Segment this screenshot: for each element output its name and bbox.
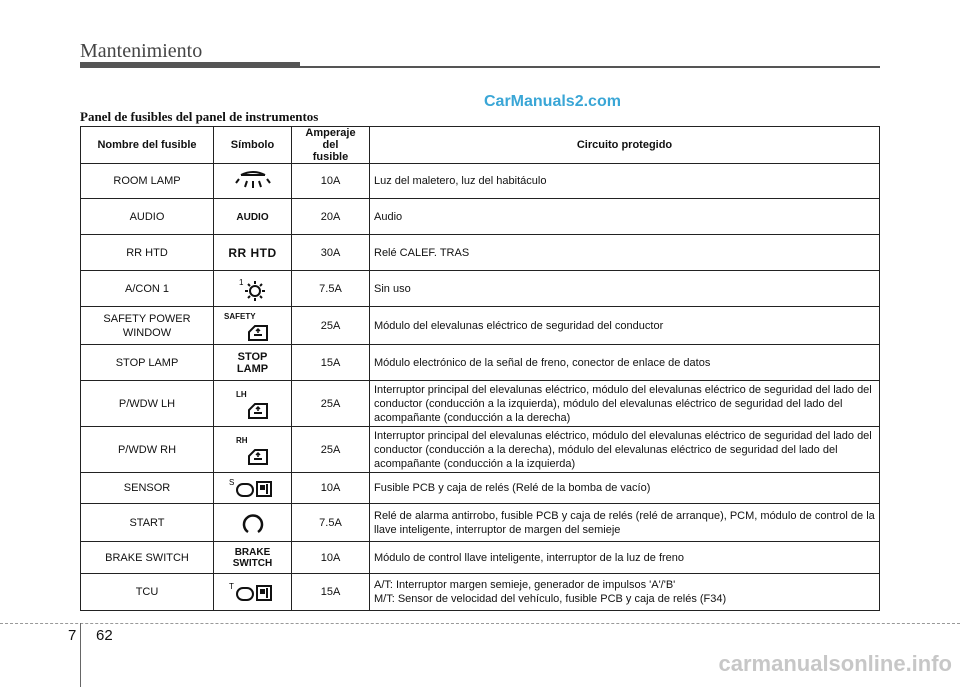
stop-lamp-symbol-line1: STOP <box>237 350 268 363</box>
chapter-number: 7 <box>68 627 77 644</box>
fuse-symbol <box>214 235 292 271</box>
table-header-row <box>81 127 880 164</box>
fuse-circuit-line1: A/T: Interruptor margen semieje, generador de impulsos 'A'/'B' <box>374 579 676 591</box>
fuse-name: ROOM LAMP <box>81 164 214 199</box>
header-circuit: Circuito protegido <box>370 127 880 164</box>
fuse-name: RR HTD <box>81 235 214 271</box>
fuse-name: TCU <box>81 574 214 611</box>
stop-lamp-symbol-label <box>237 351 268 375</box>
ac-fan-icon <box>233 276 273 302</box>
fuse-amperage: 15A <box>292 345 370 381</box>
table-row <box>81 427 880 473</box>
power-window-icon <box>233 322 273 342</box>
fuse-symbol <box>214 345 292 381</box>
tcu-superscript: T <box>228 582 234 591</box>
key-fuel-icon <box>225 580 281 604</box>
lh-symbol-label: LH <box>236 389 247 399</box>
fuse-symbol <box>214 574 292 611</box>
fuse-circuit: Interruptor principal del elevalunas eléctrico, módulo del elevalunas eléctrico de seguridad del lado del conductor (conducción a la derecha), módulo del elevalunas eléctrico de seguridad del lado del acompañante (conducción a la izquierda) <box>370 427 880 473</box>
fuse-symbol <box>214 271 292 307</box>
fuse-circuit: Fusible PCB y caja de relés (Relé de la bomba de vacío) <box>370 473 880 504</box>
start-icon <box>238 510 268 536</box>
header-fuse-name: Nombre del fusible <box>81 127 214 164</box>
rh-symbol-label: RH <box>236 435 248 445</box>
fuse-amperage: 10A <box>292 542 370 574</box>
footer-dashed-rule <box>0 623 960 624</box>
fuse-circuit-line2: M/T: Sensor de velocidad del vehículo, fusible PCB y caja de relés (F34) <box>374 593 727 605</box>
table-row <box>81 164 880 199</box>
fuse-table <box>80 126 880 611</box>
watermark-top: CarManuals2.com <box>484 93 621 110</box>
table-row <box>81 381 880 427</box>
fuse-name: STOP LAMP <box>81 345 214 381</box>
fuse-symbol <box>214 307 292 345</box>
section-title: Panel de fusibles del panel de instrumentos <box>80 109 319 124</box>
safety-symbol-label: SAFETY <box>224 311 256 321</box>
fuse-name: P/WDW RH <box>81 427 214 473</box>
table-row <box>81 271 880 307</box>
fuse-name: START <box>81 504 214 542</box>
brake-switch-symbol-line2: SWITCH <box>232 557 273 569</box>
fuse-name: P/WDW LH <box>81 381 214 427</box>
fuse-amperage: 25A <box>292 307 370 345</box>
fuse-amperage: 10A <box>292 473 370 504</box>
table-row <box>81 345 880 381</box>
fuse-circuit: Audio <box>370 199 880 235</box>
header-amperage <box>292 127 370 164</box>
fuse-symbol <box>214 473 292 504</box>
header-amperage-line2: fusible <box>312 151 349 163</box>
table-row <box>81 542 880 574</box>
header-amperage-line1: Amperaje del <box>305 127 356 151</box>
fuse-name <box>81 307 214 345</box>
table-row <box>81 235 880 271</box>
power-window-icon <box>233 446 273 466</box>
key-fuel-icon <box>225 476 281 500</box>
fuse-amperage: 25A <box>292 427 370 473</box>
fuse-symbol <box>214 164 292 199</box>
header-rule <box>300 66 880 68</box>
ac-superscript: 1 <box>238 277 243 287</box>
table-row <box>81 504 880 542</box>
fuse-symbol <box>214 199 292 235</box>
fuse-circuit: Módulo del elevalunas eléctrico de seguridad del conductor <box>370 307 880 345</box>
fuse-circuit: Módulo electrónico de la señal de freno, conector de enlace de datos <box>370 345 880 381</box>
fuse-amperage: 15A <box>292 574 370 611</box>
brake-switch-symbol-line1: BRAKE <box>234 546 271 558</box>
table-row <box>81 199 880 235</box>
fuse-symbol <box>214 427 292 473</box>
fuse-circuit: Luz del maletero, luz del habitáculo <box>370 164 880 199</box>
fuse-circuit: Módulo de control llave inteligente, interruptor de la luz de freno <box>370 542 880 574</box>
fuse-amperage: 25A <box>292 381 370 427</box>
footer-divider <box>80 623 81 687</box>
room-lamp-icon <box>233 169 273 193</box>
fuse-name: A/CON 1 <box>81 271 214 307</box>
header-bar <box>80 62 300 68</box>
table-row <box>81 307 880 345</box>
fuse-circuit <box>370 574 880 611</box>
fuse-name-line1: SAFETY POWER <box>103 312 191 325</box>
fuse-symbol <box>214 542 292 574</box>
stop-lamp-symbol-line2: LAMP <box>236 362 269 375</box>
fuse-amperage: 7.5A <box>292 271 370 307</box>
fuse-name: AUDIO <box>81 199 214 235</box>
power-window-icon <box>233 400 273 420</box>
fuse-amperage: 7.5A <box>292 504 370 542</box>
rr-htd-symbol-label: RR HTD <box>228 245 277 260</box>
fuse-symbol <box>214 504 292 542</box>
fuse-amperage: 30A <box>292 235 370 271</box>
fuse-name: BRAKE SWITCH <box>81 542 214 574</box>
fuse-circuit: Sin uso <box>370 271 880 307</box>
fuse-circuit: Relé de alarma antirrobo, fusible PCB y caja de relés (relé de arranque), PCM, módulo de control de la llave inteligente, interruptor de margen del semieje <box>370 504 880 542</box>
table-row <box>81 574 880 611</box>
sensor-superscript: S <box>228 478 234 487</box>
header-symbol: Símbolo <box>214 127 292 164</box>
fuse-name: SENSOR <box>81 473 214 504</box>
fuse-amperage: 10A <box>292 164 370 199</box>
watermark-bottom: carmanualsonline.info <box>718 651 952 676</box>
fuse-name-line2: WINDOW <box>122 326 172 339</box>
table-row <box>81 473 880 504</box>
page-header-title: Mantenimiento <box>80 40 203 62</box>
fuse-symbol <box>214 381 292 427</box>
page-number: 62 <box>96 627 113 644</box>
audio-symbol-label: AUDIO <box>236 211 269 223</box>
fuse-circuit: Relé CALEF. TRAS <box>370 235 880 271</box>
fuse-amperage: 20A <box>292 199 370 235</box>
brake-switch-symbol-label <box>233 547 272 569</box>
fuse-circuit: Interruptor principal del elevalunas eléctrico, módulo del elevalunas eléctrico de seguridad del lado del conductor (conducción a la izquierda), módulo del elevalunas eléctrico de seguridad del lado del acompañante (conducción a la derecha) <box>370 381 880 427</box>
